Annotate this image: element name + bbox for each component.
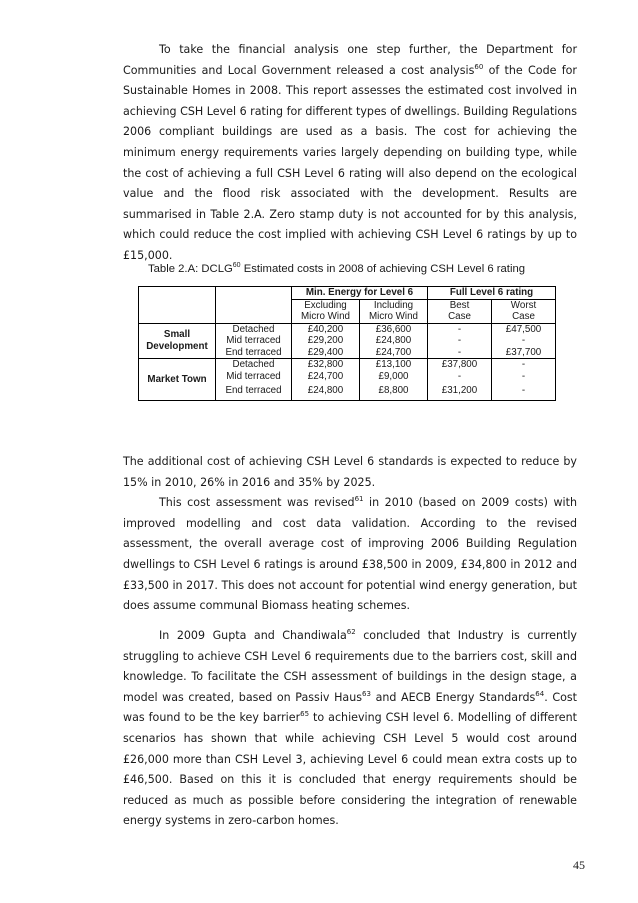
dwelling-type: Mid terraced [226, 335, 281, 346]
paragraph-text [123, 493, 577, 617]
paragraph-gupta-chandiwala [123, 626, 577, 832]
header-text: Case [448, 311, 471, 322]
cost-table [138, 286, 556, 401]
dwelling-type: Detached [232, 359, 275, 370]
dwelling-type: End terraced [216, 382, 292, 400]
table-row [139, 323, 556, 335]
text-run: and AECB Energy Standards [370, 690, 536, 704]
paragraph-text [123, 40, 577, 267]
header-best-case [428, 299, 492, 323]
caption-text: Table 2.A: DCLG [148, 263, 233, 275]
text-run: To take the financial analysis one step further, the Department for Communities and Local Government released a cost analysis [123, 43, 577, 77]
cost-excluding: £24,700 [292, 371, 360, 383]
cost-excluding: £40,200 [292, 323, 360, 335]
page-number: 45 [573, 858, 585, 872]
header-full-rating: Full Level 6 rating [428, 287, 556, 300]
paragraph-text: The additional cost of achieving CSH Level 6 standards is expected to reduce by 15% in 2010, 26% in 2016 and 35% by 2025. [123, 455, 577, 489]
group-small-development [139, 323, 216, 359]
cost-including: £24,700 [360, 347, 428, 359]
cost-worst: - [492, 371, 556, 383]
header-excluding-micro-wind [292, 299, 360, 323]
cost-worst: - [492, 382, 556, 400]
cost-worst: - [492, 359, 556, 371]
text-run: . Cost was found to be the key barrier [123, 690, 578, 725]
cost-best: £31,200 [428, 382, 492, 400]
footnote-ref[interactable]: 64 [535, 689, 545, 698]
caption-text: Estimated costs in 2008 of achieving CSH Level 6 rating [240, 263, 526, 275]
header-text: Micro Wind [301, 311, 350, 322]
header-text: Best [449, 299, 470, 311]
dwelling-type: Detached [216, 323, 292, 335]
cost-best: - [428, 371, 492, 383]
text-run: This cost assessment was revised [159, 496, 355, 510]
paragraph-cost-reduction [123, 452, 577, 617]
cost-excluding: £29,200 [292, 335, 360, 347]
header-text: Excluding [304, 299, 347, 311]
paragraph-financial-analysis [123, 40, 577, 267]
footnote-ref[interactable]: 62 [346, 628, 356, 636]
footnote-ref[interactable]: 63 [362, 689, 371, 698]
cost-worst: £37,700 [492, 347, 556, 359]
cost-best: - [428, 323, 492, 335]
paragraph-text [123, 626, 577, 832]
header-including-micro-wind [360, 299, 428, 323]
cost-excluding: £24,800 [292, 382, 360, 400]
footnote-ref[interactable]: 60 [232, 262, 241, 269]
header-text: Case [512, 311, 535, 322]
table-corner-cell [216, 287, 292, 324]
header-worst-case [492, 299, 556, 323]
table-header-row [139, 287, 556, 300]
cost-best: - [428, 347, 492, 359]
cost-worst: £47,500 [492, 323, 556, 335]
cost-excluding: £29,400 [292, 347, 360, 359]
text-run: in 2010 (based on 2009 costs) with improved modelling and cost data validation. According to the revised assessment, the overall average cost of improving 2006 Building Regulation dwellings to CSH Level 6 ratings is around £38,500 in 2009, £34,800 in 2012 and £33,500 in 2017. This does not account for potential wind energy generation, but does assume communal Biomass heating schemes. [123, 496, 577, 613]
group-text: Development [146, 340, 208, 352]
cost-including: £36,600 [360, 323, 428, 335]
dwelling-type: Mid terraced [226, 370, 281, 382]
cost-including: £24,800 [360, 335, 428, 347]
cost-including: £13,100 [360, 359, 428, 371]
group-market-town: Market Town [139, 359, 216, 401]
cost-including: £9,000 [360, 371, 428, 383]
text-run: In 2009 Gupta and Chandiwala [159, 629, 347, 642]
header-text: Worst [510, 299, 537, 311]
text-run: of the Code for Sustainable Homes in 2008. This report assesses the estimated cost involved in achieving CSH Level 6 rating for different types of dwellings. Building Regulations 2006 compliant buildings are used as a basis. The cost for achieving the minimum energy requirements varies largely depending on building type, while the cost of achieving a full CSH Level 6 rating will also depend on the ecological value and the flood risk associated with the development. Results are summarised in Table 2.A. Zero stamp duty is not accounted for by this analysis, which could reduce the cost implied with achieving CSH Level 6 ratings by up to £15,000. [123, 63, 577, 262]
text-run: to achieving CSH level 6. Modelling of different scenarios has shown that while achieving CSH Level 5 would cost around £26,000 more than CSH Level 3, achieving Level 6 could mean extra costs up to £46,500. Based on this it is concluded that energy requirements should be reduced as much as possible before considering the integration of renewable energy systems in zero-carbon homes. [123, 711, 577, 828]
cost-best: - [428, 335, 492, 347]
dwelling-type: End terraced [216, 347, 292, 359]
footnote-ref[interactable]: 61 [354, 495, 364, 504]
group-text: Small [163, 328, 191, 340]
table-row [139, 359, 556, 371]
cost-excluding: £32,800 [292, 359, 360, 371]
cost-best: £37,800 [428, 359, 492, 371]
footnote-ref[interactable]: 60 [474, 62, 484, 71]
cost-including: £8,800 [360, 382, 428, 400]
header-min-energy: Min. Energy for Level 6 [292, 287, 428, 300]
header-text: Micro Wind [369, 311, 418, 322]
header-text: Including [373, 299, 414, 311]
text-run: concluded that Industry is currently struggling to achieve CSH Level 6 requirements due to the barriers cost, skill and knowledge. To facilitate the CSH assessment of buildings in the design stage, a model was created, based on Passiv Haus [123, 629, 577, 704]
footnote-ref[interactable]: 65 [300, 710, 310, 719]
cost-worst: - [492, 335, 556, 347]
table-caption [148, 263, 568, 275]
table-corner-cell [139, 287, 216, 324]
